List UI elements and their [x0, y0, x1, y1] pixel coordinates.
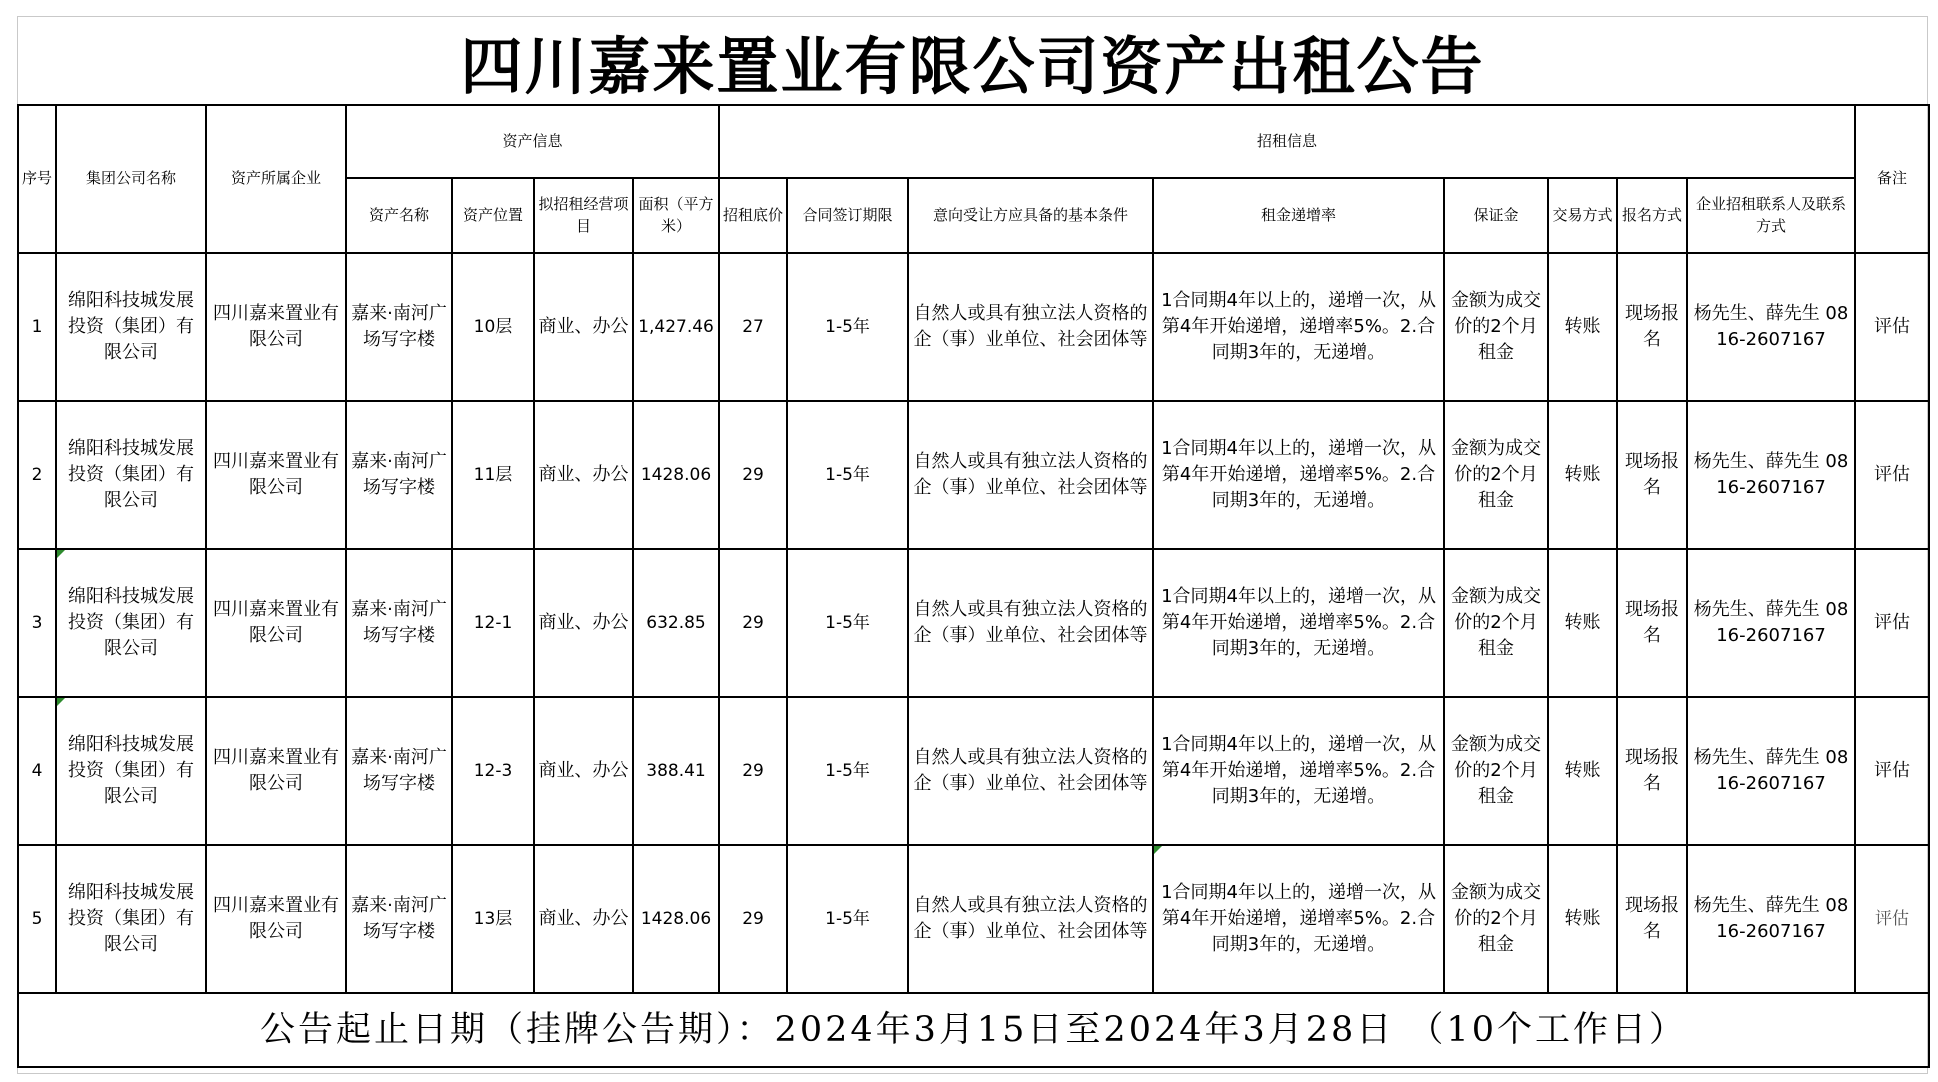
- cell-remark: 评估: [1855, 697, 1929, 845]
- cell-business: 商业、办公: [534, 845, 633, 993]
- header-conditions: 意向受让方应具备的基本条件: [908, 178, 1153, 253]
- cell-owner: 四川嘉来置业有限公司: [206, 845, 346, 993]
- table-row: [18, 845, 1929, 993]
- cell-term: 1-5年: [787, 401, 908, 549]
- cell-deposit: 金额为成交价的2个月租金: [1444, 697, 1548, 845]
- cell-seq: 3: [18, 549, 56, 697]
- cell-location: 13层: [452, 845, 534, 993]
- cell-location: 12-1: [452, 549, 534, 697]
- cell-price: 29: [719, 401, 787, 549]
- cell-contact: 杨先生、薛先生 0816-2607167: [1687, 549, 1855, 697]
- cell-location: 12-3: [452, 697, 534, 845]
- cell-remark: 评估: [1855, 845, 1929, 993]
- cell-term: 1-5年: [787, 549, 908, 697]
- notice-period: 公告起止日期（挂牌公告期）：2024年3月15日至2024年3月28日 （10个工作日）: [18, 993, 1929, 1067]
- cell-contact: 杨先生、薛先生 0816-2607167: [1687, 401, 1855, 549]
- cell-business: 商业、办公: [534, 253, 633, 401]
- cell-deposit: 金额为成交价的2个月租金: [1444, 549, 1548, 697]
- cell-increase: 1合同期4年以上的，递增一次，从第4年开始递增，递增率5%。2.合同期3年的，无递增。: [1153, 253, 1444, 401]
- cell-increase: 1合同期4年以上的，递增一次，从第4年开始递增，递增率5%。2.合同期3年的，无递增。: [1153, 401, 1444, 549]
- cell-term: 1-5年: [787, 253, 908, 401]
- table-row: [18, 253, 1929, 401]
- header-asset-info: 资产信息: [346, 105, 719, 178]
- cell-increase: 1合同期4年以上的，递增一次，从第4年开始递增，递增率5%。2.合同期3年的，无递增。: [1153, 845, 1444, 993]
- header-trade: 交易方式: [1548, 178, 1617, 253]
- cell-price: 27: [719, 253, 787, 401]
- cell-trade: 转账: [1548, 549, 1617, 697]
- header-asset-name: 资产名称: [346, 178, 452, 253]
- header-owner: 资产所属企业: [206, 105, 346, 253]
- cell-asset-name: 嘉来·南河广场写字楼: [346, 253, 452, 401]
- cell-contact: 杨先生、薛先生 0816-2607167: [1687, 697, 1855, 845]
- cell-asset-name: 嘉来·南河广场写字楼: [346, 845, 452, 993]
- cell-owner: 四川嘉来置业有限公司: [206, 549, 346, 697]
- cell-conditions: 自然人或具有独立法人资格的企（事）业单位、社会团体等: [908, 401, 1153, 549]
- cell-contact: 杨先生、薛先生 0816-2607167: [1687, 253, 1855, 401]
- cell-group: 绵阳科技城发展投资（集团）有限公司: [56, 401, 206, 549]
- cell-remark: 评估: [1855, 401, 1929, 549]
- cell-conditions: 自然人或具有独立法人资格的企（事）业单位、社会团体等: [908, 549, 1153, 697]
- cell-asset-name: 嘉来·南河广场写字楼: [346, 549, 452, 697]
- cell-seq: 2: [18, 401, 56, 549]
- cell-area: 632.85: [633, 549, 719, 697]
- header-lease-info: 招租信息: [719, 105, 1855, 178]
- cell-business: 商业、办公: [534, 697, 633, 845]
- cell-trade: 转账: [1548, 253, 1617, 401]
- cell-conditions: 自然人或具有独立法人资格的企（事）业单位、社会团体等: [908, 697, 1153, 845]
- cell-deposit: 金额为成交价的2个月租金: [1444, 253, 1548, 401]
- cell-group: 绵阳科技城发展投资（集团）有限公司: [56, 549, 206, 697]
- header-contact: 企业招租联系人及联系方式: [1687, 178, 1855, 253]
- cell-signup: 现场报名: [1617, 845, 1687, 993]
- cell-remark: 评估: [1855, 253, 1929, 401]
- cell-owner: 四川嘉来置业有限公司: [206, 401, 346, 549]
- cell-conditions: 自然人或具有独立法人资格的企（事）业单位、社会团体等: [908, 845, 1153, 993]
- header-base-price: 招租底价: [719, 178, 787, 253]
- cell-group: 绵阳科技城发展投资（集团）有限公司: [56, 253, 206, 401]
- notice-row: [18, 993, 1929, 1067]
- cell-business: 商业、办公: [534, 549, 633, 697]
- cell-increase: 1合同期4年以上的，递增一次，从第4年开始递增，递增率5%。2.合同期3年的，无递增。: [1153, 549, 1444, 697]
- cell-conditions: 自然人或具有独立法人资格的企（事）业单位、社会团体等: [908, 253, 1153, 401]
- cell-deposit: 金额为成交价的2个月租金: [1444, 401, 1548, 549]
- header-business: 拟招租经营项目: [534, 178, 633, 253]
- header-deposit: 保证金: [1444, 178, 1548, 253]
- cell-deposit: 金额为成交价的2个月租金: [1444, 845, 1548, 993]
- cell-increase: 1合同期4年以上的，递增一次，从第4年开始递增，递增率5%。2.合同期3年的，无递增。: [1153, 697, 1444, 845]
- cell-area: 1428.06: [633, 845, 719, 993]
- cell-asset-name: 嘉来·南河广场写字楼: [346, 401, 452, 549]
- cell-seq: 1: [18, 253, 56, 401]
- header-seq: 序号: [18, 105, 56, 253]
- cell-price: 29: [719, 845, 787, 993]
- header-remark: 备注: [1855, 105, 1929, 253]
- cell-trade: 转账: [1548, 401, 1617, 549]
- cell-owner: 四川嘉来置业有限公司: [206, 697, 346, 845]
- cell-area: 1,427.46: [633, 253, 719, 401]
- header-term: 合同签订期限: [787, 178, 908, 253]
- cell-location: 10层: [452, 253, 534, 401]
- header-increase: 租金递增率: [1153, 178, 1444, 253]
- cell-area: 1428.06: [633, 401, 719, 549]
- cell-signup: 现场报名: [1617, 549, 1687, 697]
- cell-owner: 四川嘉来置业有限公司: [206, 253, 346, 401]
- cell-price: 29: [719, 697, 787, 845]
- cell-area: 388.41: [633, 697, 719, 845]
- lease-table: [17, 104, 1930, 1068]
- cell-asset-name: 嘉来·南河广场写字楼: [346, 697, 452, 845]
- cell-signup: 现场报名: [1617, 697, 1687, 845]
- cell-term: 1-5年: [787, 845, 908, 993]
- cell-signup: 现场报名: [1617, 253, 1687, 401]
- header-signup: 报名方式: [1617, 178, 1687, 253]
- cell-price: 29: [719, 549, 787, 697]
- header-asset-location: 资产位置: [452, 178, 534, 253]
- cell-seq: 5: [18, 845, 56, 993]
- cell-location: 11层: [452, 401, 534, 549]
- cell-group: 绵阳科技城发展投资（集团）有限公司: [56, 845, 206, 993]
- table-row: [18, 697, 1929, 845]
- cell-business: 商业、办公: [534, 401, 633, 549]
- cell-term: 1-5年: [787, 697, 908, 845]
- cell-trade: 转账: [1548, 845, 1617, 993]
- table-row: [18, 549, 1929, 697]
- cell-remark: 评估: [1855, 549, 1929, 697]
- cell-contact: 杨先生、薛先生 0816-2607167: [1687, 845, 1855, 993]
- cell-group: 绵阳科技城发展投资（集团）有限公司: [56, 697, 206, 845]
- table-row: [18, 401, 1929, 549]
- cell-trade: 转账: [1548, 697, 1617, 845]
- header-group: 集团公司名称: [56, 105, 206, 253]
- page-title: 四川嘉来置业有限公司资产出租公告: [460, 29, 1485, 103]
- cell-seq: 4: [18, 697, 56, 845]
- header-area: 面积（平方米）: [633, 178, 719, 253]
- cell-signup: 现场报名: [1617, 401, 1687, 549]
